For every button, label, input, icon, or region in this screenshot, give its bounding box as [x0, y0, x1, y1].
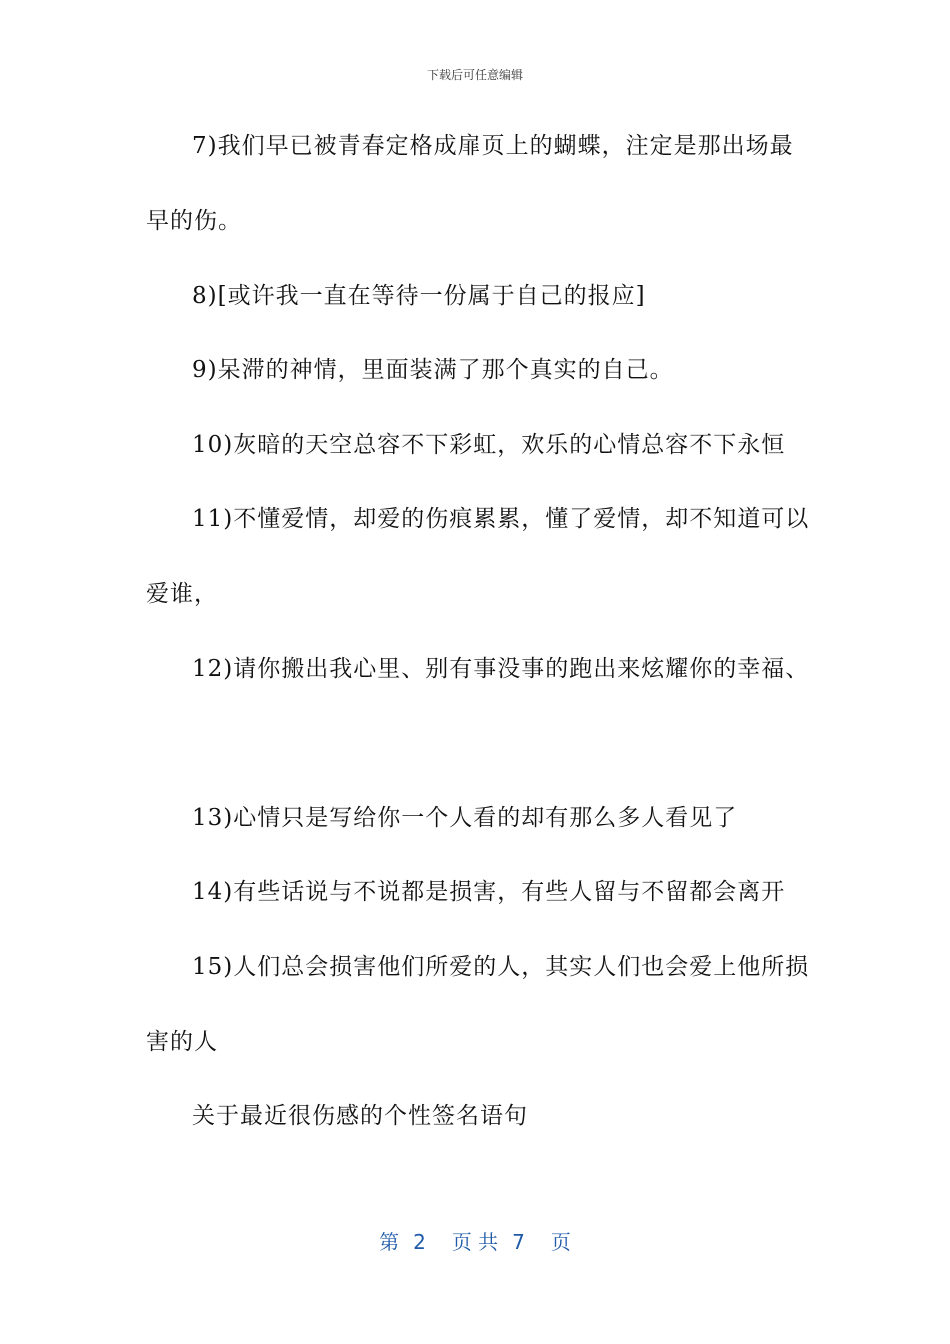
- text-line-12: 害的人: [146, 1029, 218, 1055]
- text-line-6: 11)不懂爱情，却爱的伤痕累累，懂了爱情，却不知道可以: [192, 506, 810, 532]
- page-footer: [0, 1226, 950, 1255]
- footer-middle: 页 共: [451, 1230, 499, 1254]
- page-header: 下载后可任意编辑: [426, 68, 523, 82]
- text-line-5: 10)灰暗的天空总容不下彩虹，欢乐的心情总容不下永恒: [192, 432, 786, 458]
- text-line-8: 12)请你搬出我心里、别有事没事的跑出来炫耀你的幸福、: [192, 656, 810, 682]
- text-line-11: 15)人们总会损害他们所爱的人，其实人们也会爱上他所损: [192, 954, 810, 980]
- text-line-4: 9)呆滞的神情，里面装满了那个真实的自己。: [192, 357, 674, 383]
- current-page-number: 2: [413, 1230, 426, 1254]
- total-pages-number: 7: [512, 1230, 525, 1254]
- section-heading: 关于最近很伤感的个性签名语句: [192, 1103, 528, 1129]
- text-line-3: 8)[或许我一直在等待一份属于自己的报应]: [192, 283, 646, 309]
- text-line-10: 14)有些话说与不说都是损害，有些人留与不留都会离开: [192, 879, 786, 905]
- text-line-1: 7)我们早已被青春定格成扉页上的蝴蝶，注定是那出场最: [192, 133, 794, 159]
- footer-suffix: 页: [550, 1230, 571, 1254]
- text-line-9: 13)心情只是写给你一个人看的却有那么多人看见了: [192, 805, 738, 831]
- text-line-7: 爱谁，: [146, 581, 218, 607]
- text-line-2: 早的伤。: [146, 208, 242, 234]
- footer-prefix: 第: [379, 1230, 400, 1254]
